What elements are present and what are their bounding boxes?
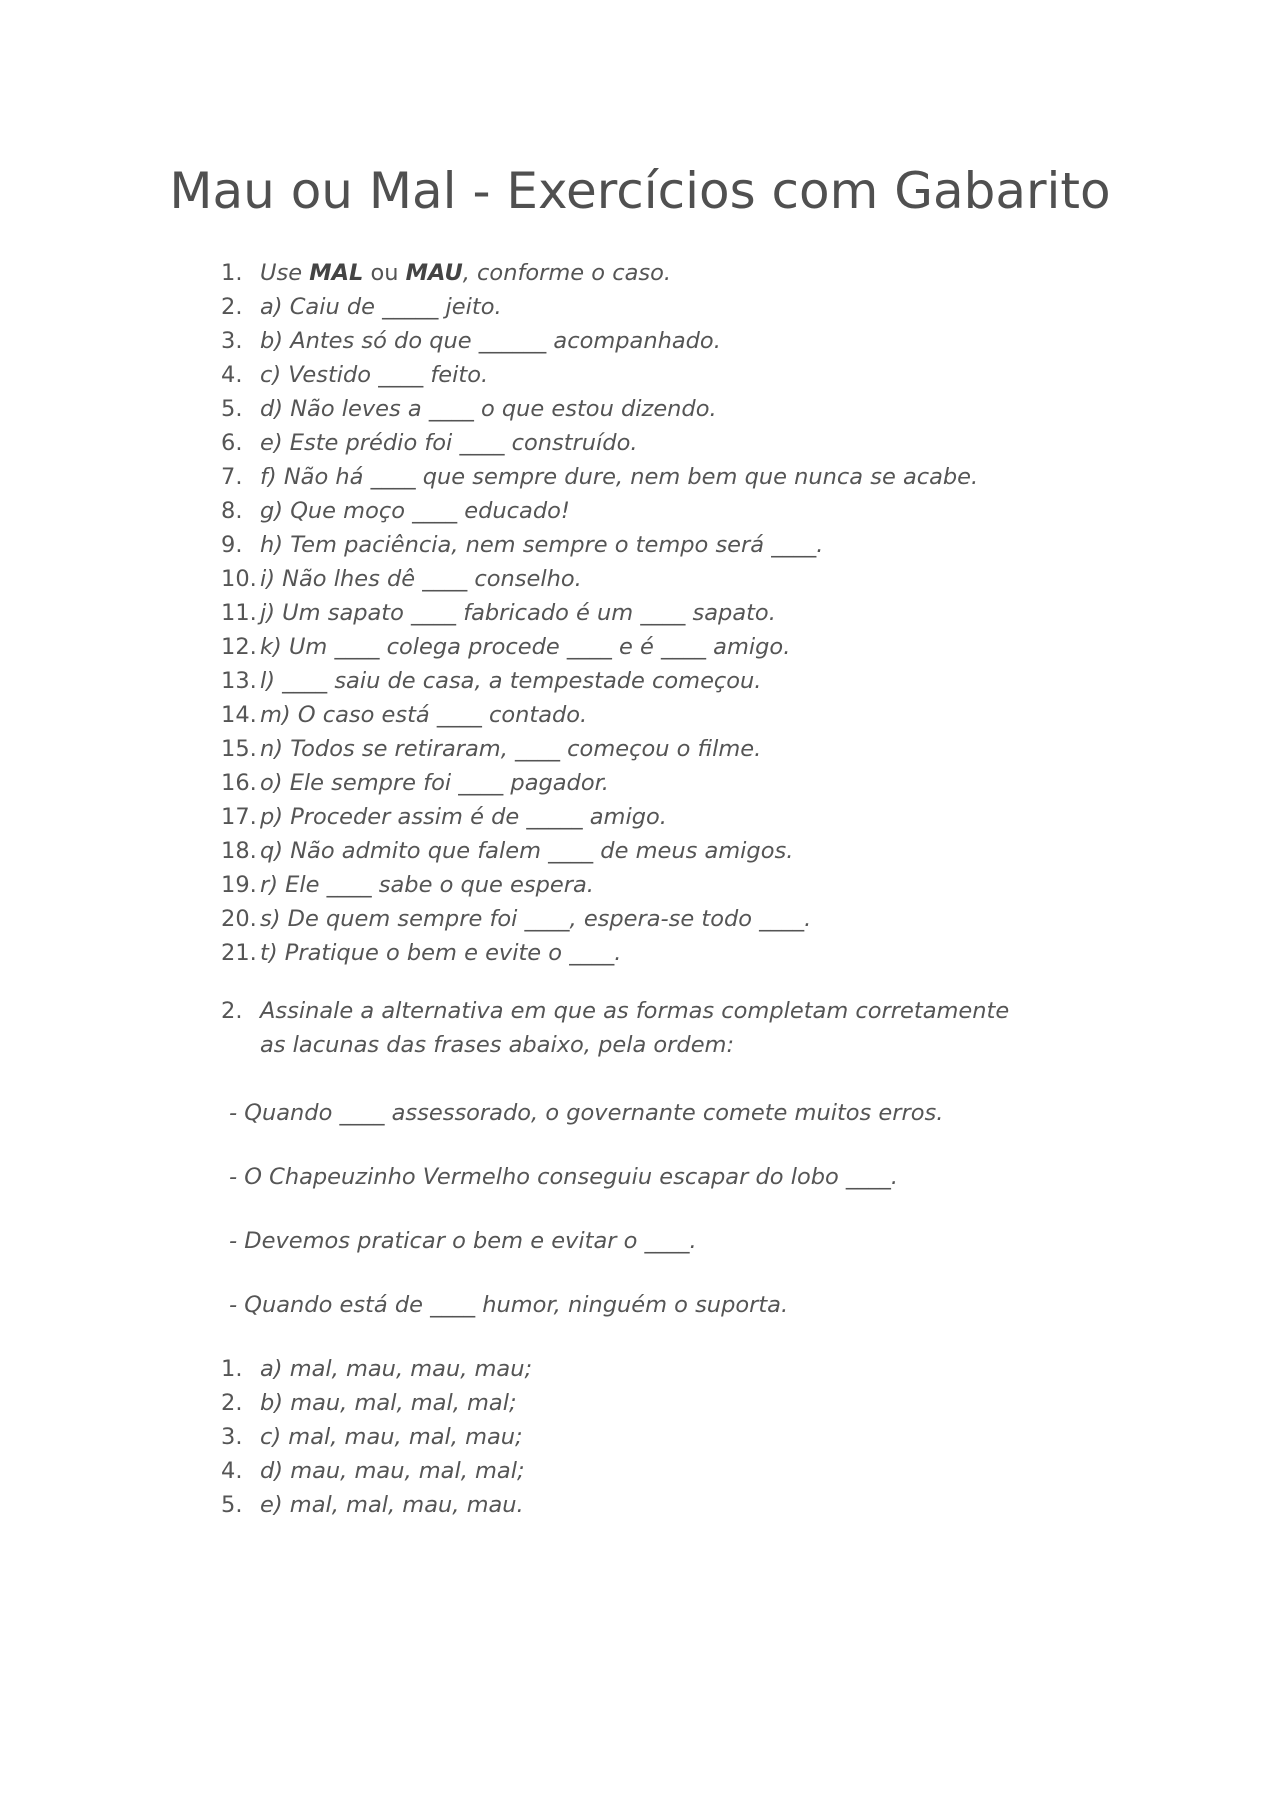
instruction-text: , conforme o caso. <box>462 260 672 286</box>
option-text: e) mal, mal, mau, mau. <box>260 1492 524 1518</box>
item-number: 2. <box>221 1390 243 1416</box>
item-number: 2. <box>221 998 243 1024</box>
item-number: 4. <box>221 362 243 388</box>
keyword-mal: MAL <box>309 260 364 286</box>
item-number: 10. <box>221 566 257 592</box>
option-text: c) mal, mau, mal, mau; <box>260 1424 523 1450</box>
option-text: d) mau, mau, mal, mal; <box>260 1458 525 1484</box>
item-number: 18. <box>221 838 257 864</box>
item-number: 6. <box>221 430 243 456</box>
exercise-2-text: Assinale a alternativa em que as formas completam corretamente as lacunas das frases abaixo, pela ordem: <box>260 998 1010 1058</box>
item-number: 5. <box>221 396 243 422</box>
item-text: i) Não lhes dê ____ conselho. <box>260 566 582 592</box>
item-number: 16. <box>221 770 257 796</box>
item-text: p) Proceder assim é de _____ amigo. <box>260 804 667 830</box>
item-text: e) Este prédio foi ____ construído. <box>260 430 638 456</box>
item-text: j) Um sapato ____ fabricado é um ____ sapato. <box>260 600 776 626</box>
item-number: 4. <box>221 1458 243 1484</box>
item-number: 14. <box>221 702 257 728</box>
item-text: f) Não há ____ que sempre dure, nem bem que nunca se acabe. <box>260 464 979 490</box>
item-text: r) Ele ____ sabe o que espera. <box>260 872 594 898</box>
item-number: 9. <box>221 532 243 558</box>
item-number: 12. <box>221 634 257 660</box>
item-number: 3. <box>221 1424 243 1450</box>
option-text: a) mal, mau, mau, mau; <box>260 1356 533 1382</box>
sentence-2: - O Chapeuzinho Vermelho conseguiu escapar do lobo ____. <box>229 1164 899 1190</box>
item-number: 15. <box>221 736 257 762</box>
instruction-text: Use <box>260 260 310 286</box>
option-text: b) mau, mal, mal, mal; <box>260 1390 517 1416</box>
item-text: d) Não leves a ____ o que estou dizendo. <box>260 396 717 422</box>
item-text: m) O caso está ____ contado. <box>260 702 588 728</box>
item-text: b) Antes só do que ______ acompanhado. <box>260 328 721 354</box>
item-text: g) Que moço ____ educado! <box>260 498 570 524</box>
item-text: k) Um ____ colega procede ____ e é ____ amigo. <box>260 634 791 660</box>
item-text: t) Pratique o bem e evite o ____. <box>260 940 622 966</box>
keyword-mau: MAU <box>405 260 463 286</box>
sentence-4: - Quando está de ____ humor, ninguém o suporta. <box>229 1292 789 1318</box>
item-number: 19. <box>221 872 257 898</box>
sentence-1: - Quando ____ assessorado, o governante comete muitos erros. <box>229 1100 944 1126</box>
item-text: s) De quem sempre foi ____, espera-se todo ____. <box>260 906 812 932</box>
item-text: q) Não admito que falem ____ de meus amigos. <box>260 838 794 864</box>
item-number: 3. <box>221 328 243 354</box>
page-title: Mau ou Mal - Exercícios com Gabarito <box>169 162 1111 220</box>
item-text: c) Vestido ____ feito. <box>260 362 489 388</box>
item-number: 21. <box>221 940 257 966</box>
item-number: 13. <box>221 668 257 694</box>
item-number: 5. <box>221 1492 243 1518</box>
item-number: 2. <box>221 294 243 320</box>
item-number: 7. <box>221 464 243 490</box>
sentence-3: - Devemos praticar o bem e evitar o ____. <box>229 1228 697 1254</box>
item-number: 20. <box>221 906 257 932</box>
item-text: h) Tem paciência, nem sempre o tempo será ____. <box>260 532 824 558</box>
exercise-1-instruction <box>260 256 671 290</box>
item-number: 11. <box>221 600 257 626</box>
item-text: n) Todos se retiraram, ____ começou o filme. <box>260 736 762 762</box>
item-text: a) Caiu de _____ jeito. <box>260 294 502 320</box>
item-text: o) Ele sempre foi ____ pagador. <box>260 770 609 796</box>
item-number: 17. <box>221 804 257 830</box>
instruction-text: ou <box>363 260 406 286</box>
item-number: 1. <box>221 1356 243 1382</box>
item-text: l) ____ saiu de casa, a tempestade começou. <box>260 668 762 694</box>
item-number: 1. <box>221 260 243 286</box>
item-number: 8. <box>221 498 243 524</box>
